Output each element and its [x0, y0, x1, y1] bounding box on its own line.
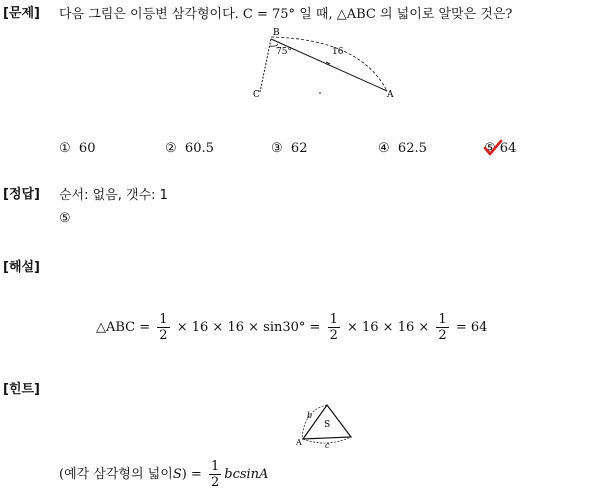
hint-triangle-figure [294, 402, 356, 448]
fraction-den: 2 [210, 475, 220, 490]
fraction-num: 1 [329, 312, 338, 327]
hint-eq: ) = [181, 467, 202, 482]
choice-1[interactable] [59, 141, 95, 156]
choice-value: 60.5 [184, 141, 214, 156]
fraction-den: 2 [438, 328, 447, 343]
formula-lhs: △ABC = [96, 320, 151, 335]
fraction-den: 2 [329, 328, 338, 343]
fraction-den: 2 [159, 328, 168, 343]
formula-mid: × 16 × 16 × sin30° = [176, 320, 321, 335]
formula-mid2: × 16 × 16 × [346, 320, 430, 335]
hint-formula [59, 459, 268, 490]
choice-3[interactable] [271, 141, 307, 156]
choice-mark: ② [165, 141, 177, 156]
hint-a-label: A [296, 438, 302, 447]
check-icon [483, 139, 503, 157]
answer-line: 순서: 없음, 갯수: 1 [59, 188, 168, 203]
formula-result: = 64 [455, 320, 488, 335]
hint-label: [힌트] [3, 382, 40, 397]
fraction-num: 1 [438, 312, 447, 327]
choice-value: 60 [78, 141, 96, 156]
choice-2[interactable] [165, 141, 214, 156]
problem-text: 다음 그림은 이등변 삼각형이다. C = 75° 일 때, △ABC 의 넓이로 알맞은 것은? [59, 7, 513, 22]
explanation-formula [96, 312, 487, 343]
triangle-figure [250, 27, 400, 102]
hint-s-var: S [172, 467, 182, 482]
answer-mark: ⑤ [59, 211, 71, 226]
choice-5[interactable] [484, 141, 516, 156]
choice-value: 62.5 [397, 141, 427, 156]
choice-value: 64 [499, 141, 517, 156]
hint-fraction [209, 459, 221, 490]
answer-label: [정답] [3, 187, 40, 202]
hint-tail: bcsinA [224, 467, 269, 482]
vertex-c: C [253, 90, 260, 100]
dot-mark [319, 92, 321, 94]
vertex-b: B [273, 28, 280, 38]
explanation-label: [해설] [3, 260, 40, 275]
hint-prefix: (예각 삼각형의 넓이 [59, 467, 173, 482]
choice-mark: ④ [378, 141, 390, 156]
choice-mark: ⑤ [484, 141, 496, 156]
choice-4[interactable] [378, 141, 427, 156]
choice-mark: ③ [271, 141, 283, 156]
hint-c-label: c [325, 441, 330, 448]
fraction-2 [328, 312, 340, 343]
angle-arc [270, 44, 278, 46]
vertex-a: A [387, 90, 394, 100]
choice-mark: ① [59, 141, 71, 156]
side-bc [260, 39, 271, 92]
angle-label: 75° [276, 47, 292, 57]
fraction-1 [157, 312, 169, 343]
hint-s-label: S [324, 420, 331, 430]
fraction-num: 1 [159, 312, 168, 327]
fraction-num: 1 [210, 459, 220, 474]
choice-value: 62 [290, 141, 308, 156]
side-label: 16 [332, 47, 344, 57]
fraction-3 [436, 312, 448, 343]
problem-label: [문제] [3, 6, 40, 21]
hint-b-label: b [307, 411, 313, 420]
